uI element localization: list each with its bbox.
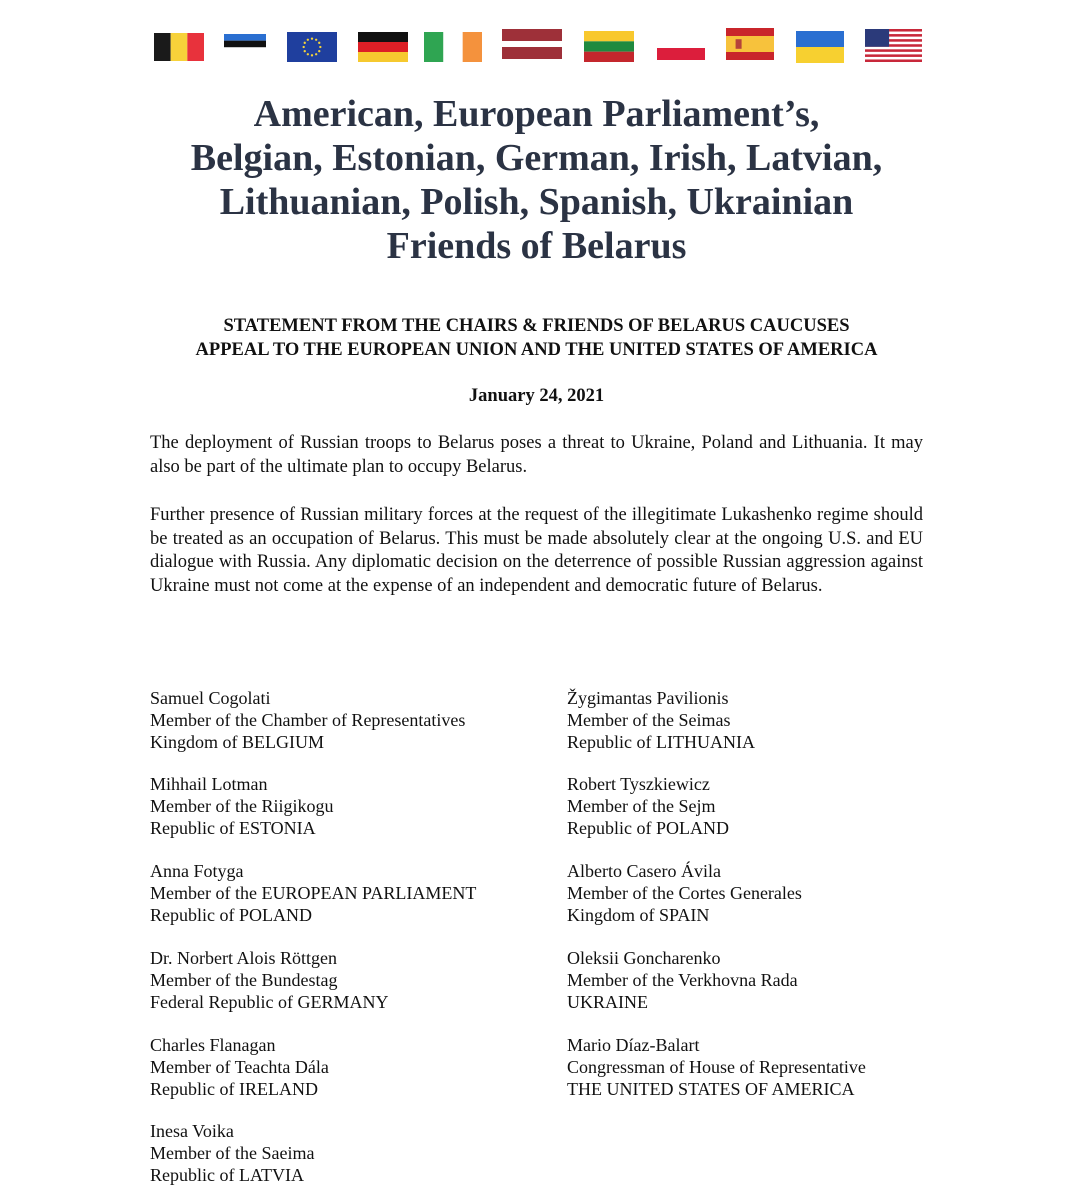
estonia-flag-icon [224,34,266,54]
signatory-role: Member of the Saeima [150,1142,315,1163]
signatory-name: Robert Tyszkiewicz [567,774,710,794]
signatory-country: Kingdom of BELGIUM [150,731,324,752]
document-title [0,92,1073,268]
signatory-country: Republic of LITHUANIA [567,731,755,752]
signatory-block [567,861,802,926]
title-line-1: American, European Parliament’s, [253,93,820,135]
statement-heading [0,314,1073,362]
signatory-country: Federal Republic of GERMANY [150,991,389,1012]
signatory-name: Alberto Casero Ávila [567,861,721,881]
ukraine-flag-icon [796,31,844,63]
signatory-block [567,688,755,753]
signatory-block [567,1035,866,1100]
signatory-role: Member of the EUROPEAN PARLIAMENT [150,882,477,903]
signatory-block [150,688,465,753]
signatory-block [150,1035,329,1100]
paragraph-1: The deployment of Russian troops to Belarus poses a threat to Ukraine, Poland and Lithuania. It may also be part of the ultimate plan to occupy Belarus. [150,433,923,477]
signatory-block [150,1121,314,1186]
signatory-name: Inesa Voika [150,1121,234,1141]
title-line-3: Lithuanian, Polish, Spanish, Ukrainian [219,181,854,223]
ireland-flag-icon [424,32,482,62]
flags-row [152,28,924,64]
signatory-name: Oleksii Goncharenko [567,948,721,968]
signatory-role: Member of the Cortes Generales [567,882,802,903]
signatory-country: Kingdom of SPAIN [567,904,710,925]
germany-flag-icon [358,32,408,62]
signatory-name: Samuel Cogolati [150,688,271,708]
signatory-country: UKRAINE [567,991,648,1012]
poland-flag-icon [657,36,705,60]
signatory-country: Republic of POLAND [150,904,312,925]
signatory-block [567,948,798,1013]
signatory-country: THE UNITED STATES OF AMERICA [567,1078,855,1099]
signatory-role: Member of the Verkhovna Rada [567,969,798,990]
signatory-name: Anna Fotyga [150,861,244,881]
signatory-role: Member of the Chamber of Representatives [150,709,466,730]
paragraph-2: Further presence of Russian military forces at the request of the illegitimate Lukashenko regime should be treated as an occupation of Belarus. This must be made absolutely clear at the ongoing U.S. and EU dialogue with Russia. Any diplomatic decision on the deterrence of possible Russian aggression against Ukraine must not come at the expense of an independent and democratic future of Belarus. [150,505,923,596]
signatory-role: Congressman of House of Representative [567,1056,866,1077]
signatory-role: Member of the Seimas [567,709,731,730]
latvia-flag-icon [502,29,562,59]
signatory-role: Member of the Riigikogu [150,795,334,816]
signatory-country: Republic of LATVIA [150,1164,304,1185]
usa-flag-icon [865,29,922,62]
statement-line-1: STATEMENT FROM THE CHAIRS & FRIENDS OF BELARUS CAUCUSES [223,316,850,336]
eu-flag-icon [287,32,337,62]
signatory-name: Mario Díaz-Balart [567,1035,700,1055]
signatory-role: Member of the Sejm [567,795,716,816]
title-line-4: Friends of Belarus [386,225,687,267]
statement-date: January 24, 2021 [468,386,605,406]
signatory-name: Dr. Norbert Alois Röttgen [150,948,337,968]
statement-line-2: APPEAL TO THE EUROPEAN UNION AND THE UNITED STATES OF AMERICA [195,340,878,360]
signatory-country: Republic of POLAND [567,817,729,838]
signatory-block [150,861,476,926]
signatory-name: Charles Flanagan [150,1035,276,1055]
title-line-2: Belgian, Estonian, German, Irish, Latvian, [190,137,883,179]
lithuania-flag-icon [584,31,634,62]
signatory-country: Republic of ESTONIA [150,817,316,838]
spain-flag-icon [726,28,774,60]
belgium-flag-icon [154,33,204,61]
signatory-block [150,774,333,839]
signatory-country: Republic of IRELAND [150,1078,318,1099]
signatory-role: Member of the Bundestag [150,969,338,990]
signatory-block [150,948,388,1013]
signatory-name: Mihhail Lotman [150,774,268,794]
signatory-role: Member of Teachta Dála [150,1056,329,1077]
signatory-name: Žygimantas Pavilionis [567,688,729,708]
signatory-block [567,774,729,839]
